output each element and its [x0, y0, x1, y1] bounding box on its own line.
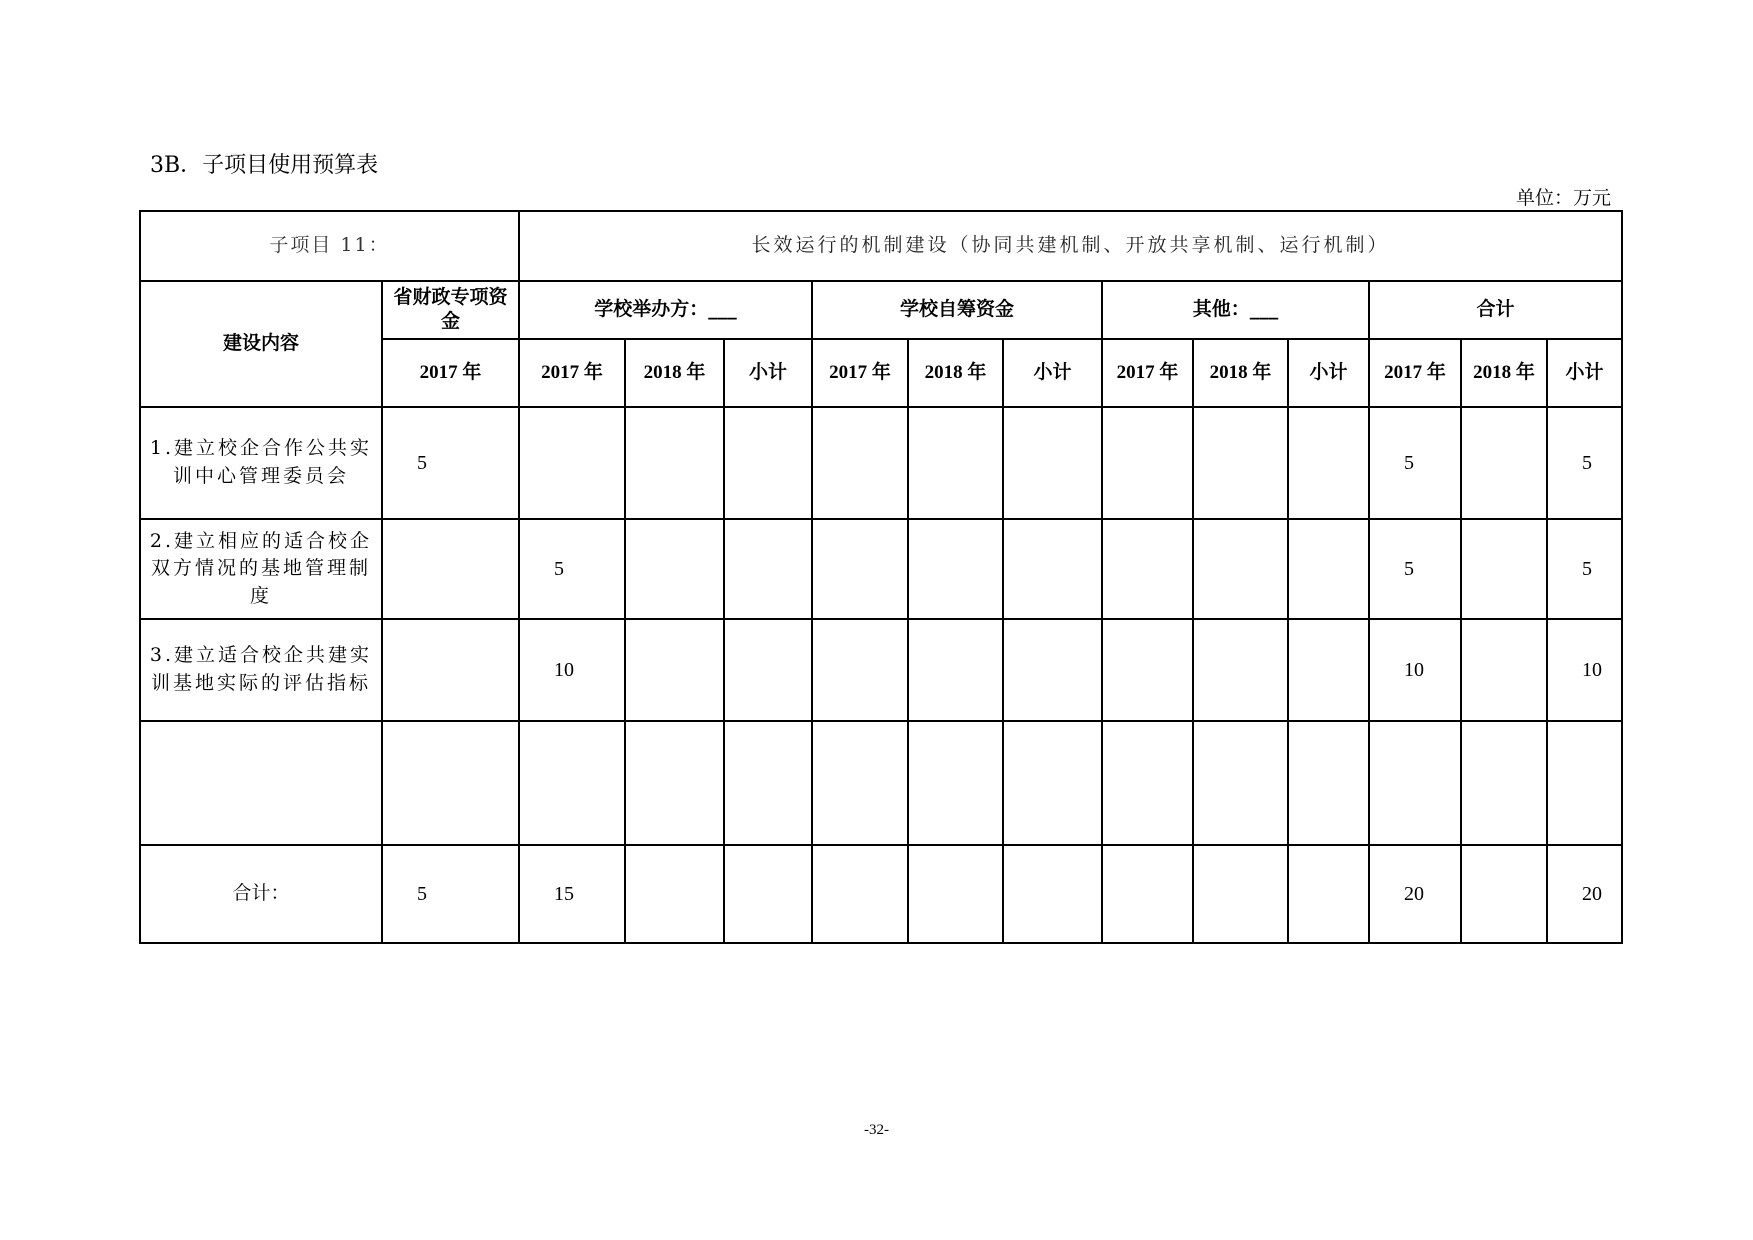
school-sponsor-header: 学校举办方：___: [519, 281, 812, 339]
cell-sponsor-2018: [625, 519, 724, 619]
cell-total-2018: [1461, 519, 1547, 619]
total-sponsor-subtotal: [724, 845, 812, 943]
cell-total-subtotal: 5: [1547, 407, 1622, 519]
total-provincial-2017: 5: [382, 845, 519, 943]
cell-self-subtotal: [1003, 721, 1102, 845]
total-other-2017: [1102, 845, 1193, 943]
total-header: 合计: [1369, 281, 1622, 339]
other-fund-header: 其他：___: [1102, 281, 1369, 339]
cell-other-2017: [1102, 619, 1193, 721]
self-2018-header: 2018 年: [908, 339, 1003, 407]
cell-sponsor-subtotal: [724, 519, 812, 619]
cell-sponsor-subtotal: [724, 721, 812, 845]
total-sponsor-2018: [625, 845, 724, 943]
content-header: 建设内容: [140, 281, 382, 407]
total-row: [140, 845, 1622, 943]
cell-self-2017: [812, 721, 908, 845]
total-self-2017: [812, 845, 908, 943]
cell-provincial-2017: [382, 619, 519, 721]
cell-self-subtotal: [1003, 407, 1102, 519]
cell-other-2018: [1193, 619, 1288, 721]
sponsor-subtotal-header: 小计: [724, 339, 812, 407]
provincial-2017-header: 2017 年: [382, 339, 519, 407]
cell-self-2018: [908, 619, 1003, 721]
total-sponsor-2017: 15: [519, 845, 625, 943]
table-row: [140, 519, 1622, 619]
table-row: [140, 619, 1622, 721]
total-total-subtotal: 20: [1547, 845, 1622, 943]
cell-provincial-2017: [382, 721, 519, 845]
cell-total-2018: [1461, 619, 1547, 721]
cell-provincial-2017: [382, 519, 519, 619]
self-2017-header: 2017 年: [812, 339, 908, 407]
other-subtotal-header: 小计: [1288, 339, 1369, 407]
cell-self-2017: [812, 519, 908, 619]
cell-sponsor-subtotal: [724, 407, 812, 519]
cell-self-subtotal: [1003, 519, 1102, 619]
total-subtotal-header: 小计: [1547, 339, 1622, 407]
project-name: 长效运行的机制建设（协同共建机制、开放共享机制、运行机制）: [519, 211, 1622, 281]
cell-other-2018: [1193, 407, 1288, 519]
cell-other-subtotal: [1288, 519, 1369, 619]
sponsor-2018-header: 2018 年: [625, 339, 724, 407]
group-header-row: [140, 281, 1622, 339]
total-total-2018: [1461, 845, 1547, 943]
cell-sponsor-2017: [519, 721, 625, 845]
content-cell: 1.建立校企合作公共实训中心管理委员会: [140, 407, 382, 519]
other-2017-header: 2017 年: [1102, 339, 1193, 407]
total-other-2018: [1193, 845, 1288, 943]
cell-total-2017: 5: [1369, 407, 1461, 519]
cell-provincial-2017: 5: [382, 407, 519, 519]
cell-total-subtotal: 10: [1547, 619, 1622, 721]
school-self-fund-header: 学校自筹资金: [812, 281, 1102, 339]
content-cell: 2.建立相应的适合校企双方情况的基地管理制度: [140, 519, 382, 619]
cell-self-2018: [908, 407, 1003, 519]
table-row: [140, 407, 1622, 519]
cell-sponsor-2017: [519, 407, 625, 519]
total-2018-header: 2018 年: [1461, 339, 1547, 407]
other-2018-header: 2018 年: [1193, 339, 1288, 407]
cell-total-2017: 10: [1369, 619, 1461, 721]
provincial-fund-header: 省财政专项资金: [382, 281, 519, 339]
cell-total-2018: [1461, 721, 1547, 845]
total-self-subtotal: [1003, 845, 1102, 943]
cell-sponsor-2017: 5: [519, 519, 625, 619]
cell-other-2018: [1193, 519, 1288, 619]
total-label: 合计：: [140, 845, 382, 943]
content-cell: [140, 721, 382, 845]
unit-label: 单位：万元: [1515, 187, 1611, 209]
project-row: [140, 211, 1622, 281]
cell-self-2018: [908, 519, 1003, 619]
cell-sponsor-2018: [625, 721, 724, 845]
cell-sponsor-2018: [625, 619, 724, 721]
page-number: -32-: [864, 1122, 889, 1138]
total-other-subtotal: [1288, 845, 1369, 943]
budget-table: [139, 210, 1623, 944]
cell-self-subtotal: [1003, 619, 1102, 721]
cell-sponsor-2018: [625, 407, 724, 519]
cell-sponsor-2017: 10: [519, 619, 625, 721]
cell-other-2017: [1102, 519, 1193, 619]
cell-total-2017: [1369, 721, 1461, 845]
cell-other-subtotal: [1288, 619, 1369, 721]
table-row: [140, 721, 1622, 845]
cell-self-2017: [812, 407, 908, 519]
total-total-2017: 20: [1369, 845, 1461, 943]
total-self-2018: [908, 845, 1003, 943]
project-label: 子项目 11：: [140, 211, 519, 281]
cell-sponsor-subtotal: [724, 619, 812, 721]
cell-total-subtotal: [1547, 721, 1622, 845]
self-subtotal-header: 小计: [1003, 339, 1102, 407]
cell-other-2017: [1102, 407, 1193, 519]
cell-other-subtotal: [1288, 407, 1369, 519]
cell-other-subtotal: [1288, 721, 1369, 845]
cell-total-subtotal: 5: [1547, 519, 1622, 619]
cell-total-2017: 5: [1369, 519, 1461, 619]
cell-self-2017: [812, 619, 908, 721]
cell-other-2018: [1193, 721, 1288, 845]
cell-total-2018: [1461, 407, 1547, 519]
sponsor-2017-header: 2017 年: [519, 339, 625, 407]
page-title: 3B．子项目使用预算表: [150, 153, 379, 178]
total-2017-header: 2017 年: [1369, 339, 1461, 407]
cell-self-2018: [908, 721, 1003, 845]
cell-other-2017: [1102, 721, 1193, 845]
content-cell: 3.建立适合校企共建实训基地实际的评估指标: [140, 619, 382, 721]
